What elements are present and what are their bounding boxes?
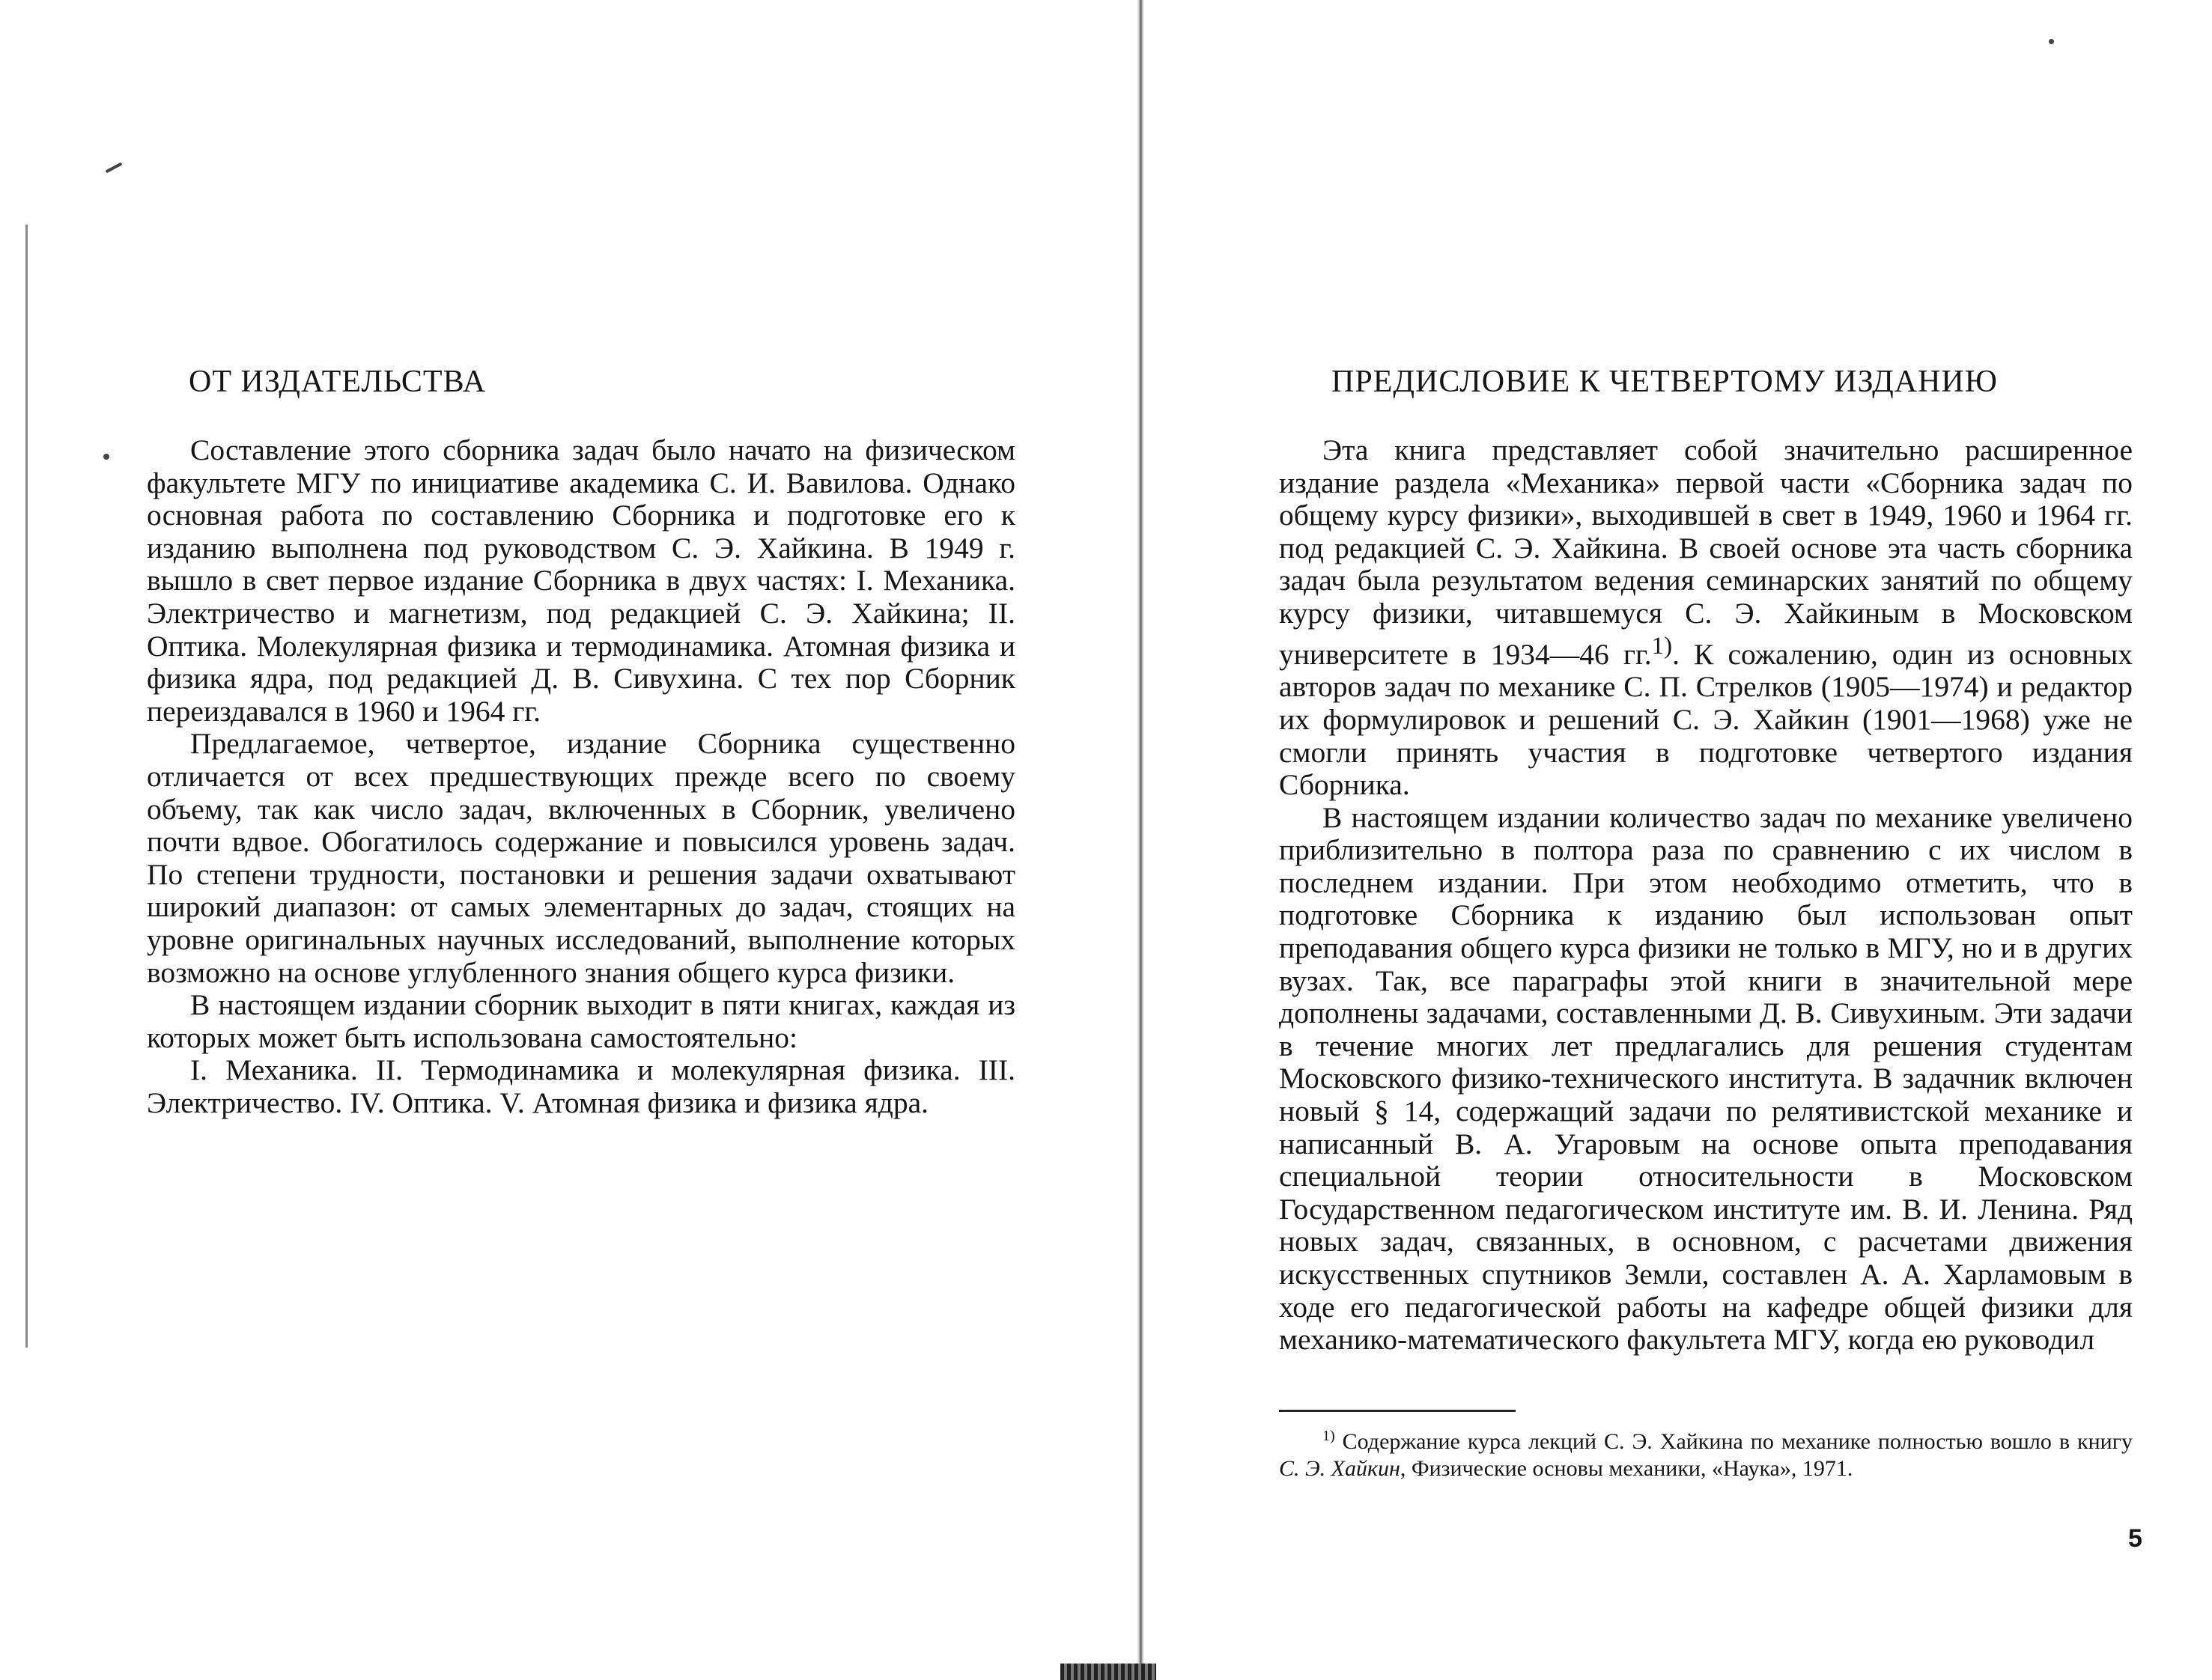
scan-speck bbox=[103, 454, 109, 460]
scan-artifact bbox=[1060, 1664, 1156, 1680]
scan-speck bbox=[2049, 39, 2054, 44]
right-paragraph-1-text: Эта книга представляет собой значительно расширенное издание раздела «Механика» первой части «Сборника задач по общему курсу физики», выходившей в свет в 1949, 1960 и 1964 гг. под редакцией С. Э. Хайкина. В своей основе эта часть сборника задач была результатом ведения семинарских занятий по общему курсу физики, читавшемуся С. Э. Хайкиным в Московском университете в 1934—46 гг. bbox=[1279, 433, 2133, 671]
footnote-author: С. Э. Хайкин bbox=[1279, 1456, 1400, 1481]
right-paragraph-2: В настоящем издании количество задач по механике увеличено приблизительно в полтора раза по сравнению с их числом в последнем издании. При этом необходимо отметить, что в подготовке Сборника к изданию был использован опыт преподавания общего курса физики не только в МГУ, но и в других вузах. Так, все параграфы этой книги в значительной мере дополнены задачами, составленными Д. В. Сивухиным. Эти задачи в течение многих лет предлагались для решения студентам Московского физико-технического института. В задачник включен новый § 14, содержащий задачи по релятивистской механике и написанный В. А. Угаровым на основе опыта преподавания специальной теории относительности в Московском Государственном педагогическом институте им. В. И. Ленина. Ряд новых задач, связанных, в основном, с расчетами движения искусственных спутников Земли, составлен А. А. Харламовым в ходе его педагогической работы на кафедре общей физики для механико-математического факультета МГУ, когда ею руководил bbox=[1279, 800, 2133, 1357]
left-paragraph-3: В настоящем издании сборник выходит в пяти книгах, каждая из которых может быть использована самостоятельно: bbox=[147, 988, 1015, 1054]
footnote-reference: 1) bbox=[1651, 632, 1673, 660]
right-page-body bbox=[1279, 434, 2133, 1357]
right-paragraph-1-end: . К сожалению, один из основных авторов задач по механике С. П. Стрелков (1905—1974) и редактор их формулировок и решений С. Э. Хайкин (1901—1968) уже не смогли принять участия в подготовке четвертого издания Сборника. bbox=[1279, 637, 2133, 802]
left-paragraph-4: I. Механика. II. Термодинамика и молекулярная физика. III. Электричество. IV. Оптика. V. Атомная физика и физика ядра. bbox=[147, 1053, 1015, 1119]
footnote-text-start: Содержание курса лекций С. Э. Хайкина по механике полностью вошло в книгу bbox=[1334, 1429, 2133, 1454]
page-edge-shadow bbox=[25, 225, 28, 1348]
scan-speck bbox=[105, 162, 122, 174]
page-number: 5 bbox=[2128, 1524, 2142, 1553]
left-page-title: ОТ ИЗДАТЕЛЬСТВА bbox=[189, 365, 487, 399]
left-paragraph-1: Составление этого сборника задач было начато на физическом факультете МГУ по инициативе академика С. И. Вавилова. Однако основная работа по составлению Сборника и подготовке его к изданию выполнена под руководством С. Э. Хайкина. В 1949 г. вышло в свет первое издание Сборника в двух частях: I. Механика. Электричество и магнетизм, под редакцией С. Э. Хайкина; II. Оптика. Молекулярная физика и термодинамика. Атомная физика и физика ядра, под редакцией Д. В. Сивухина. С тех пор Сборник переиздавался в 1960 и 1964 гг. bbox=[147, 433, 1015, 728]
footnote bbox=[1279, 1422, 2133, 1482]
right-page-title: ПРЕДИСЛОВИЕ К ЧЕТВЕРТОМУ ИЗДАНИЮ bbox=[1331, 365, 1998, 399]
footnote-marker: 1) bbox=[1322, 1428, 1335, 1444]
footnote-rule bbox=[1279, 1410, 1516, 1412]
left-paragraph-2: Предлагаемое, четвертое, издание Сборника существенно отличается от всех предшествующих прежде всего по своему объему, так как число задач, включенных в Сборник, увеличено почти вдвое. Обогатилось содержание и повысился уровень задач. По степени трудности, постановки и решения задачи охватывают широкий диапазон: от самых элементарных до задач, стоящих на уровне оригинальных научных исследований, выполнение которых возможно на основе углубленного знания общего курса физики. bbox=[147, 727, 1015, 989]
right-page bbox=[1146, 0, 2212, 1680]
book-gutter bbox=[1137, 0, 1144, 1680]
left-page-body bbox=[147, 434, 1015, 1119]
footnote-text-end: , Физические основы механики, «Наука», 1971. bbox=[1400, 1456, 1853, 1481]
right-paragraph-1 bbox=[1279, 434, 2133, 802]
